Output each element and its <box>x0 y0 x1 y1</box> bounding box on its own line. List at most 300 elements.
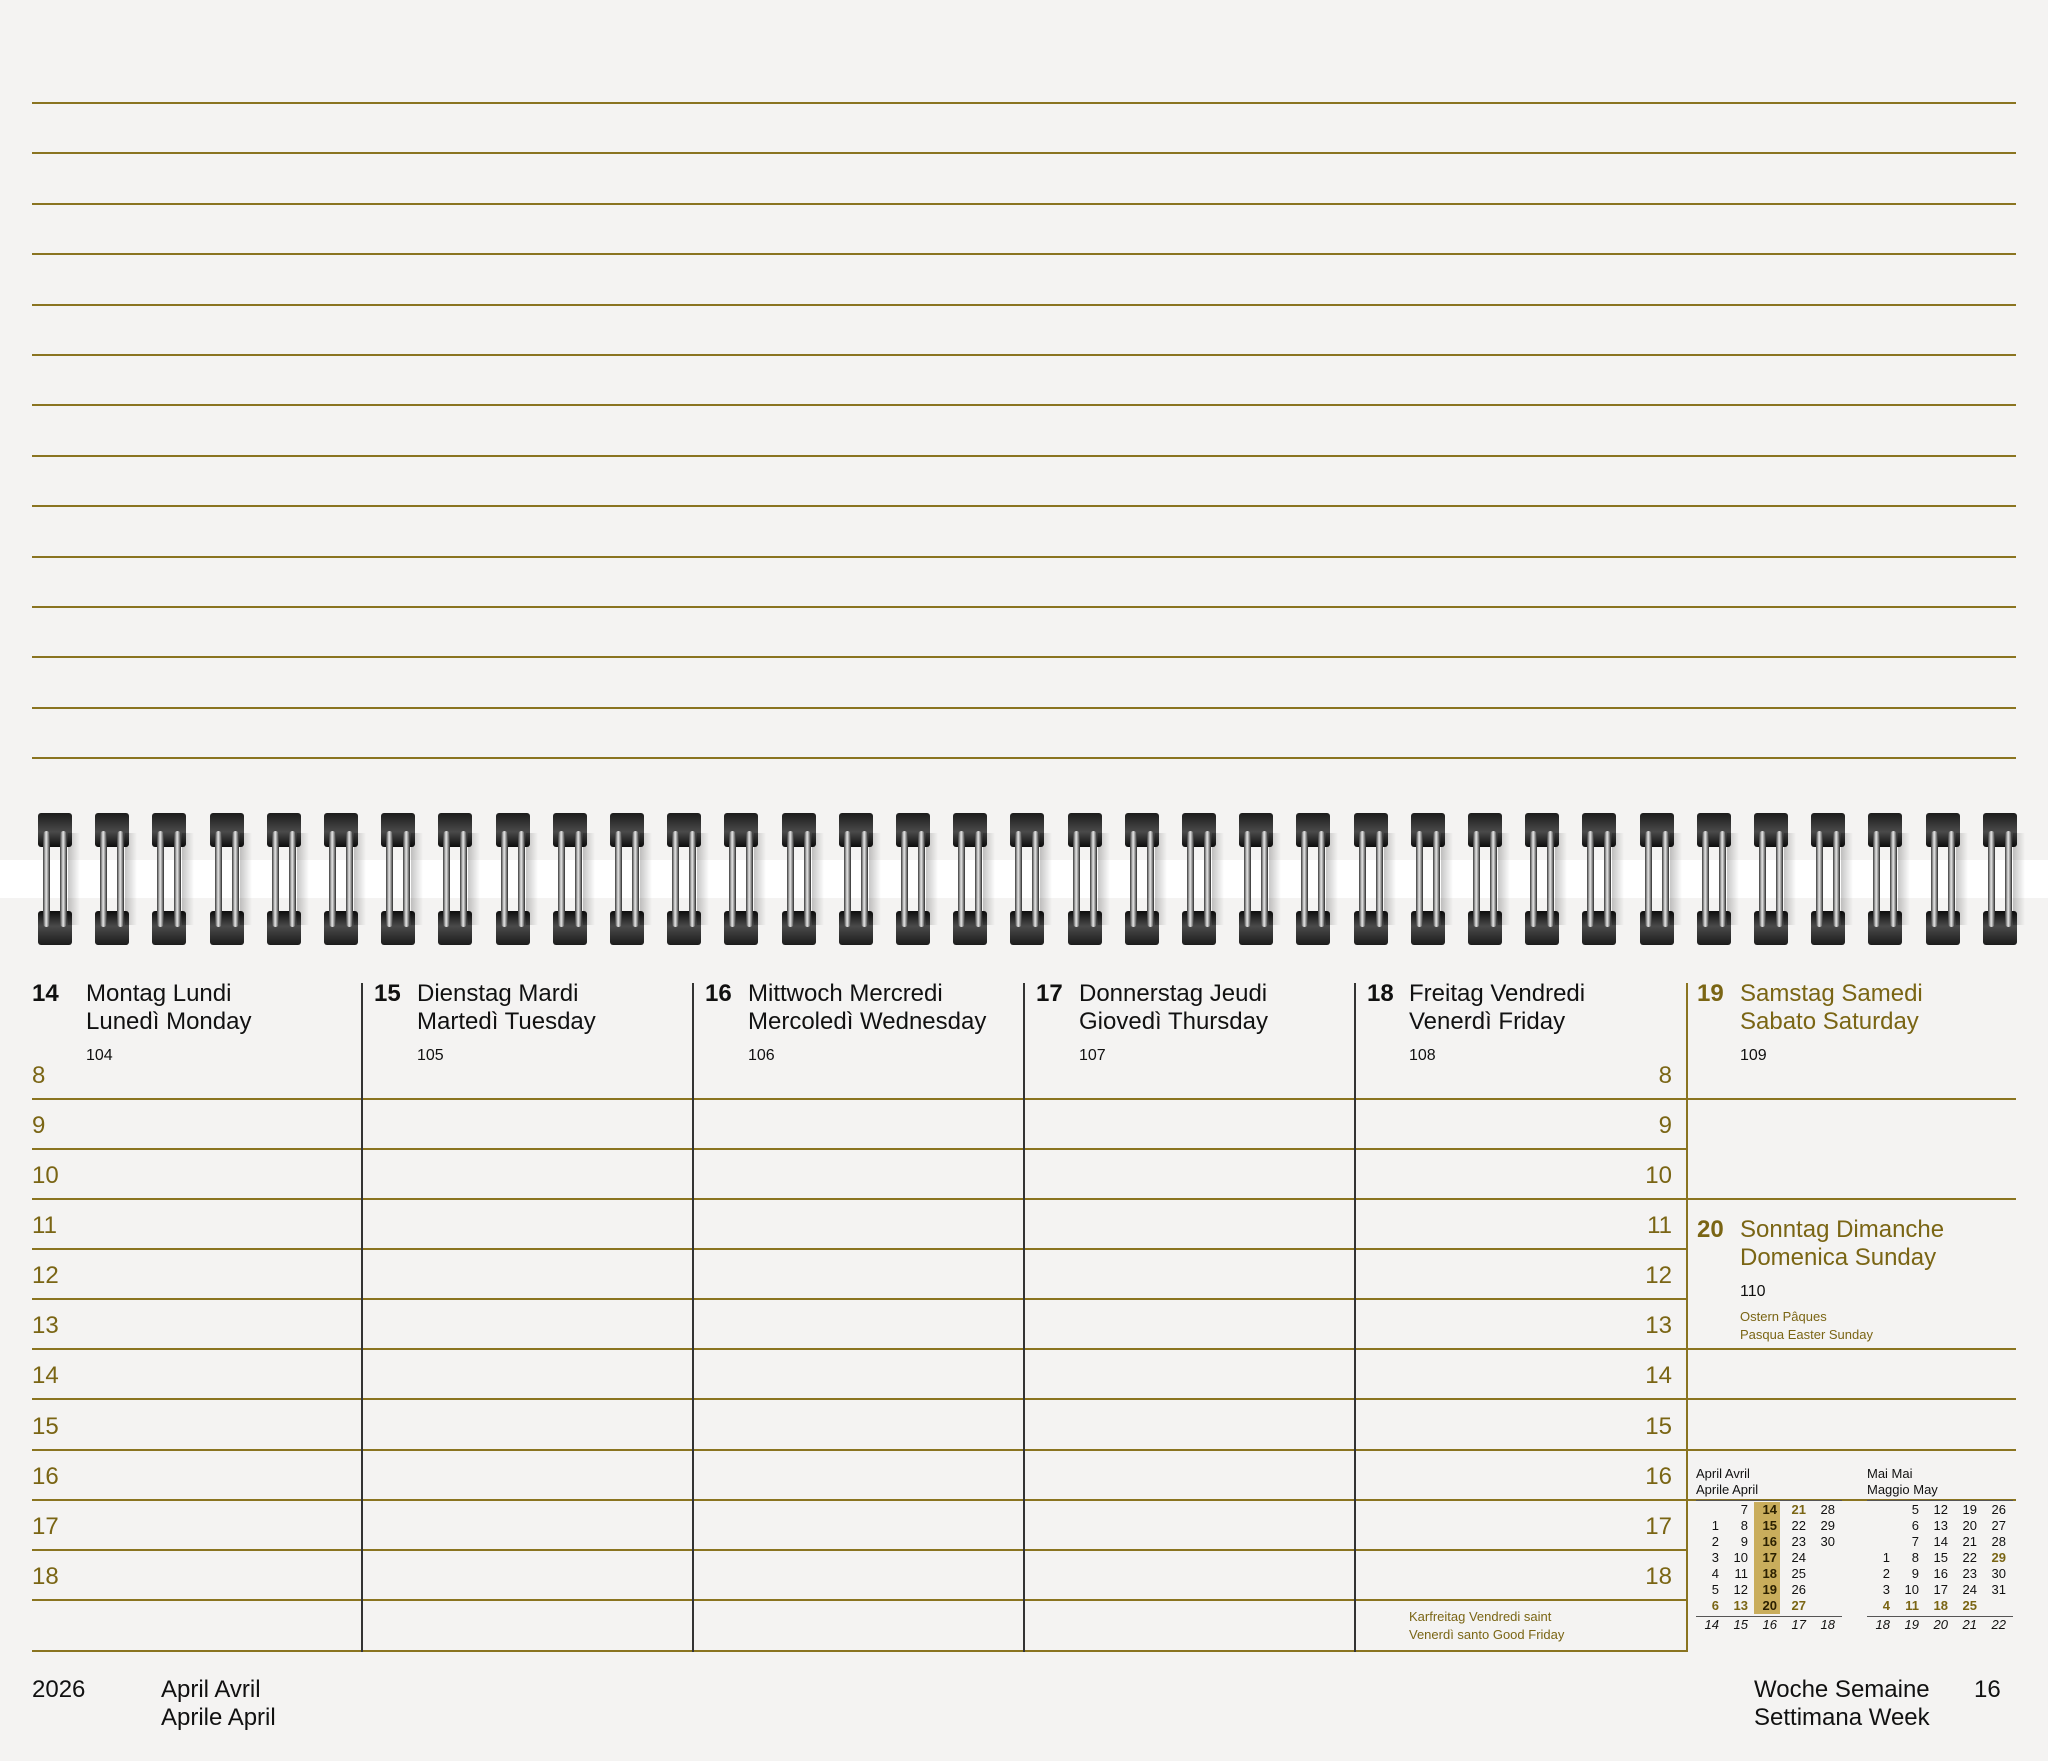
holiday-friday <box>1409 1608 1564 1644</box>
day-name-2: Giovedì Thursday <box>1079 1008 1268 1035</box>
day-name: Dienstag Mardi <box>417 980 579 1007</box>
hour-label-right: 17 <box>1645 1513 1672 1540</box>
mini-day: 28 <box>1820 1502 1835 1517</box>
footer-year: 2026 <box>32 1676 86 1703</box>
mini-calendar-title-2: Aprile April <box>1696 1482 1759 1497</box>
spiral-ring <box>724 813 758 945</box>
hour-line <box>32 1098 1686 1100</box>
hour-label: 13 <box>32 1312 59 1339</box>
mini-week-number: 17 <box>1783 1614 1809 1634</box>
ring-part <box>1816 831 1823 927</box>
ring-part <box>958 831 965 927</box>
ring-part <box>869 833 881 925</box>
mini-day: 29 <box>1991 1550 2006 1565</box>
ring-part <box>174 831 181 927</box>
spiral-ring <box>38 813 72 945</box>
ring-part <box>787 831 794 927</box>
hour-line <box>32 1198 1686 1200</box>
day-name-2: Domenica Sunday <box>1740 1244 1937 1271</box>
mini-day <box>1867 1518 1893 1534</box>
ring-part <box>182 833 194 925</box>
mini-day: 12 <box>1933 1502 1948 1517</box>
spiral-ring <box>324 813 358 945</box>
ring-part <box>1833 831 1840 927</box>
ring-part <box>1604 831 1611 927</box>
hour-label: 10 <box>32 1162 59 1189</box>
mini-day: 15 <box>1762 1518 1777 1533</box>
spiral-ring <box>1811 813 1845 945</box>
ring-part <box>1301 831 1308 927</box>
mini-day: 4 <box>1711 1566 1719 1581</box>
mini-day: 16 <box>1933 1566 1948 1581</box>
hour-label: 15 <box>32 1413 59 1440</box>
ring-part <box>754 833 766 925</box>
note-line <box>32 102 2016 104</box>
ring-part <box>729 831 736 927</box>
day-of-year: 105 <box>417 1047 444 1064</box>
holiday-sunday <box>1740 1308 1873 1344</box>
ring-part <box>1587 831 1594 927</box>
hour-label-right: 8 <box>1658 1062 1672 1089</box>
mini-day <box>1867 1534 1893 1550</box>
spiral-ring <box>1182 813 1216 945</box>
ring-part <box>672 831 679 927</box>
ring-part <box>232 831 239 927</box>
note-line <box>32 354 2016 356</box>
hour-label-right: 10 <box>1645 1162 1672 1189</box>
spiral-ring <box>953 813 987 945</box>
spiral-ring <box>1582 813 1616 945</box>
mini-day <box>1812 1582 1838 1598</box>
mini-day: 14 <box>1933 1534 1948 1549</box>
ring-part <box>918 831 925 927</box>
mini-day: 25 <box>1962 1598 1977 1613</box>
holiday-line: Venerdì santo Good Friday <box>1409 1627 1565 1642</box>
ring-part <box>68 833 80 925</box>
ring-part <box>926 833 938 925</box>
spiral-ring <box>1010 813 1044 945</box>
ring-part <box>2013 833 2025 925</box>
ring-part <box>844 831 851 927</box>
weekend-line <box>1688 1348 2016 1350</box>
day-name-2: Lunedì Monday <box>86 1008 252 1035</box>
day-name: Mittwoch Mercredi <box>748 980 943 1007</box>
spiral-ring <box>782 813 816 945</box>
note-line <box>32 253 2016 255</box>
ring-part <box>1612 833 1624 925</box>
mini-week-number: 19 <box>1896 1614 1922 1634</box>
ring-part <box>1326 833 1338 925</box>
spiral-ring <box>839 813 873 945</box>
mini-day: 7 <box>1911 1534 1919 1549</box>
mini-day: 6 <box>1711 1598 1719 1613</box>
ring-part <box>1727 833 1739 925</box>
ring-part <box>2005 831 2012 927</box>
day-of-year: 108 <box>1409 1047 1436 1064</box>
spiral-ring <box>896 813 930 945</box>
mini-day: 3 <box>1882 1582 1890 1597</box>
hour-label: 12 <box>32 1262 59 1289</box>
mini-day: 19 <box>1762 1582 1777 1597</box>
weekend-line <box>1688 1098 2016 1100</box>
spiral-ring <box>1468 813 1502 945</box>
day-number: 14 <box>32 980 59 1007</box>
note-line <box>32 455 2016 457</box>
spiral-ring <box>1239 813 1273 945</box>
mini-day: 17 <box>1933 1582 1948 1597</box>
ring-part <box>697 833 709 925</box>
ring-part <box>1212 833 1224 925</box>
ring-part <box>1898 833 1910 925</box>
mini-day <box>1696 1502 1722 1518</box>
spiral-ring <box>1525 813 1559 945</box>
weekend-line <box>1688 1449 2016 1451</box>
ring-part <box>1269 833 1281 925</box>
mini-week-number: 18 <box>1867 1614 1893 1634</box>
ring-part <box>43 831 50 927</box>
ring-part <box>1662 831 1669 927</box>
spiral-ring <box>1868 813 1902 945</box>
ring-part <box>460 831 467 927</box>
spiral-ring <box>1640 813 1674 945</box>
spiral-ring <box>152 813 186 945</box>
mini-day: 16 <box>1762 1534 1777 1549</box>
hour-label: 14 <box>32 1362 59 1389</box>
mini-day: 1 <box>1882 1550 1890 1565</box>
spiral-ring <box>667 813 701 945</box>
hour-line <box>32 1298 1686 1300</box>
mini-day: 31 <box>1991 1582 2006 1597</box>
ring-part <box>403 831 410 927</box>
mini-day: 22 <box>1791 1518 1806 1533</box>
mini-day: 13 <box>1733 1598 1748 1613</box>
spiral-ring <box>1754 813 1788 945</box>
weekend-divider <box>1686 983 1688 1652</box>
ring-part <box>1359 831 1366 927</box>
mini-day: 22 <box>1962 1550 1977 1565</box>
hour-line <box>32 1348 1686 1350</box>
ring-part <box>240 833 252 925</box>
day-name: Samstag Samedi <box>1740 980 1923 1007</box>
mini-week-column <box>1896 1502 1922 1634</box>
ring-part <box>1498 833 1510 925</box>
mini-day <box>1983 1598 2009 1614</box>
mini-week-column <box>1867 1502 1893 1634</box>
ring-part <box>1645 831 1652 927</box>
note-line <box>32 556 2016 558</box>
ring-part <box>1441 833 1453 925</box>
ring-part <box>518 831 525 927</box>
ring-part <box>386 831 393 927</box>
day-name-2: Sabato Saturday <box>1740 1008 1919 1035</box>
ring-part <box>1988 831 1995 927</box>
ring-part <box>1948 831 1955 927</box>
note-line <box>32 656 2016 658</box>
day-number: 18 <box>1367 980 1394 1007</box>
day-name: Sonntag Dimanche <box>1740 1216 1945 1243</box>
mini-day: 29 <box>1820 1518 1835 1533</box>
mini-week-column <box>1725 1502 1751 1634</box>
ring-part <box>1719 831 1726 927</box>
ring-part <box>1376 831 1383 927</box>
ring-part <box>289 831 296 927</box>
day-of-year: 106 <box>748 1047 775 1064</box>
ring-part <box>1890 831 1897 927</box>
ring-part <box>157 831 164 927</box>
ring-part <box>1416 831 1423 927</box>
mini-week-number: 16 <box>1754 1614 1780 1634</box>
mini-week-number: 14 <box>1696 1614 1722 1634</box>
mini-day: 12 <box>1733 1582 1748 1597</box>
mini-day: 4 <box>1882 1598 1890 1613</box>
hour-line <box>32 1248 1686 1250</box>
day-number: 19 <box>1697 980 1724 1007</box>
hour-line <box>32 1599 1686 1601</box>
spiral-ring <box>610 813 644 945</box>
ring-part <box>1759 831 1766 927</box>
spiral-ring <box>381 813 415 945</box>
mini-day: 18 <box>1933 1598 1948 1613</box>
ring-part <box>346 831 353 927</box>
hour-line <box>32 1148 1686 1150</box>
mini-day: 5 <box>1911 1502 1919 1517</box>
ring-part <box>100 831 107 927</box>
ring-part <box>1318 831 1325 927</box>
holiday-line: Karfreitag Vendredi saint <box>1409 1609 1552 1624</box>
mini-day: 1 <box>1711 1518 1719 1533</box>
mini-day: 17 <box>1762 1550 1777 1565</box>
ring-part <box>632 831 639 927</box>
ring-part <box>746 831 753 927</box>
day-divider <box>1354 983 1356 1652</box>
hour-label-right: 13 <box>1645 1312 1672 1339</box>
mini-day: 6 <box>1911 1518 1919 1533</box>
mini-day: 20 <box>1962 1518 1977 1533</box>
ring-part <box>1776 831 1783 927</box>
mini-week-number: 22 <box>1983 1614 2009 1634</box>
day-of-year: 109 <box>1740 1047 1767 1064</box>
mini-day: 28 <box>1991 1534 2006 1549</box>
ring-part <box>640 833 652 925</box>
ring-part <box>861 831 868 927</box>
day-of-year: 110 <box>1740 1283 1766 1300</box>
mini-day: 13 <box>1933 1518 1948 1533</box>
mini-day: 10 <box>1733 1550 1748 1565</box>
mini-calendar-title: April Avril <box>1696 1466 1750 1481</box>
spiral-ring <box>496 813 530 945</box>
ring-part <box>501 831 508 927</box>
mini-week-number: 18 <box>1812 1614 1838 1634</box>
mini-day: 10 <box>1904 1582 1919 1597</box>
ring-part <box>1147 831 1154 927</box>
mini-day <box>1867 1502 1893 1518</box>
mini-calendar-title-2: Maggio May <box>1867 1482 1938 1497</box>
ring-part <box>583 833 595 925</box>
footer-week-number: 16 <box>1974 1676 2001 1703</box>
hour-label: 18 <box>32 1563 59 1590</box>
note-line <box>32 152 2016 154</box>
mini-week-column <box>1983 1502 2009 1634</box>
ring-part <box>1130 831 1137 927</box>
day-name: Donnerstag Jeudi <box>1079 980 1268 1007</box>
ring-part <box>1530 831 1537 927</box>
ring-part <box>297 833 309 925</box>
ring-part <box>804 831 811 927</box>
ring-part <box>1702 831 1709 927</box>
weekend-line <box>1688 1198 2016 1200</box>
note-line <box>32 505 2016 507</box>
note-line <box>32 757 2016 759</box>
weekend-line <box>1688 1398 2016 1400</box>
note-line <box>32 404 2016 406</box>
day-name-2: Mercoledì Wednesday <box>748 1008 987 1035</box>
hour-label-right: 18 <box>1645 1563 1672 1590</box>
footer-week-label-2: Settimana Week <box>1754 1704 1930 1731</box>
mini-day: 11 <box>1905 1598 1919 1613</box>
mini-day: 26 <box>1991 1502 2006 1517</box>
ring-part <box>1490 831 1497 927</box>
spiral-ring <box>1068 813 1102 945</box>
hour-label-right: 15 <box>1645 1413 1672 1440</box>
mini-day <box>1812 1566 1838 1582</box>
ring-part <box>1187 831 1194 927</box>
spiral-ring <box>1411 813 1445 945</box>
mini-day: 5 <box>1711 1582 1719 1597</box>
ring-part <box>575 831 582 927</box>
mini-day: 19 <box>1962 1502 1977 1517</box>
day-number: 20 <box>1697 1216 1724 1243</box>
mini-day: 27 <box>1791 1598 1806 1613</box>
ring-part <box>117 831 124 927</box>
spiral-ring <box>267 813 301 945</box>
day-number: 17 <box>1036 980 1063 1007</box>
mini-day: 2 <box>1711 1534 1719 1549</box>
note-line <box>32 304 2016 306</box>
spiral-ring <box>1983 813 2017 945</box>
ring-part <box>1931 831 1938 927</box>
spiral-ring <box>1125 813 1159 945</box>
ring-part <box>329 831 336 927</box>
mini-day: 9 <box>1911 1566 1919 1581</box>
day-of-year: 107 <box>1079 1047 1106 1064</box>
mini-separator <box>1867 1616 2013 1617</box>
footer-month-2: Aprile April <box>161 1704 276 1731</box>
mini-day: 26 <box>1791 1582 1806 1597</box>
mini-day: 9 <box>1740 1534 1748 1549</box>
hour-label: 8 <box>32 1062 46 1089</box>
ring-part <box>1073 831 1080 927</box>
ring-part <box>1433 831 1440 927</box>
spiral-ring <box>438 813 472 945</box>
hour-line <box>32 1650 1686 1652</box>
mini-week-column <box>1783 1502 1809 1634</box>
day-number: 16 <box>705 980 732 1007</box>
mini-day: 2 <box>1882 1566 1890 1581</box>
day-divider <box>1023 983 1025 1652</box>
mini-week-column <box>1812 1502 1838 1634</box>
ring-part <box>1841 833 1853 925</box>
day-name: Montag Lundi <box>86 980 232 1007</box>
ring-part <box>272 831 279 927</box>
note-line <box>32 707 2016 709</box>
ring-part <box>1155 833 1167 925</box>
ring-part <box>1090 831 1097 927</box>
ring-part <box>901 831 908 927</box>
mini-week-number: 15 <box>1725 1614 1751 1634</box>
ring-part <box>975 831 982 927</box>
mini-day: 20 <box>1762 1598 1777 1613</box>
hour-label: 9 <box>32 1112 46 1139</box>
ring-part <box>983 833 995 925</box>
ring-part <box>558 831 565 927</box>
day-name-2: Martedì Tuesday <box>417 1008 596 1035</box>
ring-part <box>354 833 366 925</box>
mini-day: 30 <box>1820 1534 1835 1549</box>
footer-week-label: Woche Semaine <box>1754 1676 1930 1703</box>
hour-label: 11 <box>32 1212 57 1239</box>
mini-day <box>1812 1598 1838 1614</box>
mini-day: 23 <box>1791 1534 1806 1549</box>
mini-day: 27 <box>1991 1518 2006 1533</box>
spiral-ring <box>1926 813 1960 945</box>
hour-label-right: 12 <box>1645 1262 1672 1289</box>
day-divider <box>361 983 363 1652</box>
ring-part <box>1040 833 1052 925</box>
spiral-ring <box>1296 813 1330 945</box>
ring-part <box>1032 831 1039 927</box>
hour-label-right: 9 <box>1658 1112 1672 1139</box>
mini-week-column <box>1696 1502 1722 1634</box>
hour-label-right: 16 <box>1645 1463 1672 1490</box>
ring-part <box>1204 831 1211 927</box>
spiral-ring <box>553 813 587 945</box>
day-number: 15 <box>374 980 401 1007</box>
ring-part <box>125 833 137 925</box>
ring-part <box>526 833 538 925</box>
mini-day: 14 <box>1762 1502 1777 1517</box>
ring-part <box>1547 831 1554 927</box>
ring-part <box>443 831 450 927</box>
ring-part <box>215 831 222 927</box>
mini-day: 11 <box>1734 1566 1748 1581</box>
day-of-year: 104 <box>86 1047 113 1064</box>
footer-month: April Avril <box>161 1676 261 1703</box>
mini-day: 15 <box>1933 1550 1948 1565</box>
mini-day: 18 <box>1762 1566 1777 1581</box>
day-name-2: Venerdì Friday <box>1409 1008 1566 1035</box>
hour-line <box>32 1499 1686 1501</box>
mini-day: 8 <box>1740 1518 1748 1533</box>
hour-label-right: 11 <box>1647 1212 1672 1239</box>
hour-label-right: 14 <box>1645 1362 1672 1389</box>
ring-part <box>1244 831 1251 927</box>
note-line <box>32 606 2016 608</box>
ring-part <box>1098 833 1110 925</box>
holiday-line: Ostern Pâques <box>1740 1309 1827 1324</box>
spiral-ring <box>1697 813 1731 945</box>
note-line <box>32 203 2016 205</box>
ring-part <box>1873 831 1880 927</box>
mini-week-number: 21 <box>1954 1614 1980 1634</box>
spiral-ring <box>1354 813 1388 945</box>
hour-label: 17 <box>32 1513 59 1540</box>
ring-part <box>689 831 696 927</box>
ring-part <box>411 833 423 925</box>
ring-part <box>1473 831 1480 927</box>
hour-line <box>32 1549 1686 1551</box>
holiday-line: Pasqua Easter Sunday <box>1740 1327 1873 1342</box>
mini-day: 23 <box>1962 1566 1977 1581</box>
